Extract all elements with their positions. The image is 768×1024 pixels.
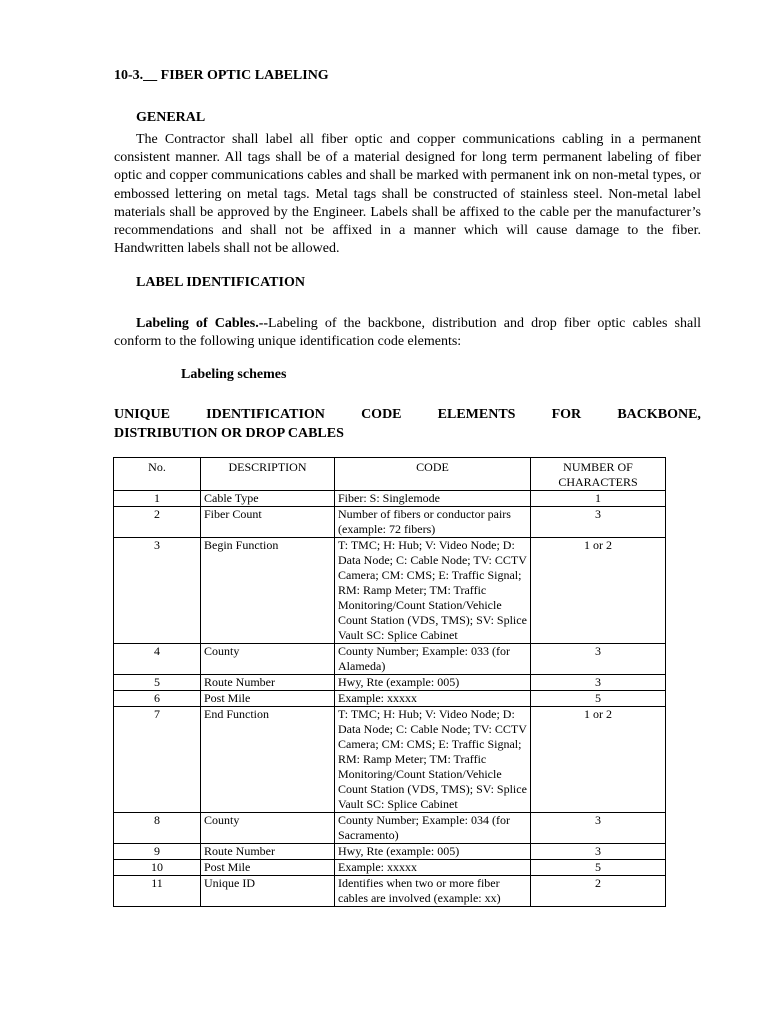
cell-description: Post Mile	[201, 860, 335, 876]
cell-number-of-characters: 3	[531, 675, 666, 691]
cell-code: Hwy, Rte (example: 005)	[335, 844, 531, 860]
cell-code: Example: xxxxx	[335, 860, 531, 876]
header-no: No.	[114, 458, 201, 491]
table-title-line2: DISTRIBUTION OR DROP CABLES	[114, 426, 344, 441]
cell-description: Unique ID	[201, 876, 335, 907]
table-title-word: ELEMENTS	[437, 407, 516, 422]
table-row	[114, 844, 666, 860]
cell-code: County Number; Example: 034 (for Sacramento)	[335, 813, 531, 844]
cell-no: 9	[114, 844, 201, 860]
cell-number-of-characters: 3	[531, 644, 666, 675]
table-title	[114, 405, 701, 443]
cell-number-of-characters: 2	[531, 876, 666, 907]
cell-description: Route Number	[201, 675, 335, 691]
cell-description: Post Mile	[201, 691, 335, 707]
cell-no: 1	[114, 491, 201, 507]
table-row	[114, 813, 666, 844]
table-header-row	[114, 458, 666, 491]
cell-no: 5	[114, 675, 201, 691]
table-row	[114, 860, 666, 876]
table-row	[114, 691, 666, 707]
cell-no: 10	[114, 860, 201, 876]
cell-number-of-characters: 5	[531, 860, 666, 876]
cell-description: Begin Function	[201, 538, 335, 644]
cell-code: T: TMC; H: Hub; V: Video Node; D: Data Node; C: Cable Node; TV: CCTV Camera; CM: CMS; E: Traffic Signal; RM: Ramp Meter; TM: Traffic Monitoring/Count Station/Vehicle Count Station (VDS, TMS); SV: Splice Vault SC: Splice Cabinet	[335, 707, 531, 813]
cell-description: End Function	[201, 707, 335, 813]
cell-code: County Number; Example: 033 (for Alameda)	[335, 644, 531, 675]
cell-description: Fiber Count	[201, 507, 335, 538]
cell-no: 3	[114, 538, 201, 644]
label-identification-heading: LABEL IDENTIFICATION	[136, 275, 305, 290]
cell-code: T: TMC; H: Hub; V: Video Node; D: Data Node; C: Cable Node; TV: CCTV Camera; CM: CMS; E: Traffic Signal; RM: Ramp Meter; TM: Traffic Monitoring/Count Station/Vehicle Count Station (VDS, TMS); SV: Splice Vault SC: Splice Cabinet	[335, 538, 531, 644]
labeling-cables-text: Labeling of the backbone, distribution and drop fiber optic cables shall conform to the following unique identification code elements:	[114, 316, 701, 350]
cell-number-of-characters: 3	[531, 844, 666, 860]
general-paragraph: The Contractor shall label all fiber optic and copper communications cabling in a permanent consistent manner. All tags shall be of a material designed for long term permanent labeling of fiber optic and copper communications cables and shall be marked with permanent ink on non-metal types, or embossed lettering on metal tags. Metal tags shall be constructed of stainless steel. Non-metal label materials shall be approved by the Engineer. Labels shall be affixed to the cable per the manufacturer’s recommendations and shall not be affixed in a manner which will cause damage to the fiber. Handwritten labels shall not be allowed.	[114, 132, 701, 257]
section-title: 10-3.__ FIBER OPTIC LABELING	[114, 68, 329, 83]
cell-number-of-characters: 3	[531, 507, 666, 538]
cell-code: Example: xxxxx	[335, 691, 531, 707]
header-code: CODE	[335, 458, 531, 491]
cell-description: County	[201, 813, 335, 844]
cell-no: 6	[114, 691, 201, 707]
table-title-word: UNIQUE	[114, 407, 171, 422]
general-heading: GENERAL	[136, 110, 206, 125]
table-row	[114, 491, 666, 507]
cell-no: 4	[114, 644, 201, 675]
code-elements-table	[113, 457, 666, 907]
cell-number-of-characters: 5	[531, 691, 666, 707]
cell-no: 11	[114, 876, 201, 907]
header-number-of-characters: NUMBER OF CHARACTERS	[531, 458, 666, 491]
table-row	[114, 876, 666, 907]
table-row	[114, 707, 666, 813]
labeling-cables-paragraph	[114, 315, 701, 351]
cell-code: Hwy, Rte (example: 005)	[335, 675, 531, 691]
table-title-line1	[114, 405, 701, 424]
table-row	[114, 538, 666, 644]
table-title-word: IDENTIFICATION	[206, 407, 325, 422]
labeling-schemes-heading: Labeling schemes	[181, 367, 287, 382]
table-body	[114, 491, 666, 907]
cell-number-of-characters: 1 or 2	[531, 707, 666, 813]
table-row	[114, 644, 666, 675]
cell-no: 8	[114, 813, 201, 844]
table-row	[114, 507, 666, 538]
header-description: DESCRIPTION	[201, 458, 335, 491]
cell-code: Identifies when two or more fiber cables are involved (example: xx)	[335, 876, 531, 907]
table-title-word: BACKBONE,	[617, 407, 701, 422]
table-row	[114, 675, 666, 691]
cell-code: Fiber: S: Singlemode	[335, 491, 531, 507]
labeling-cables-lead: Labeling of Cables.--	[136, 316, 269, 331]
cell-number-of-characters: 1 or 2	[531, 538, 666, 644]
table-title-word: CODE	[361, 407, 402, 422]
cell-number-of-characters: 3	[531, 813, 666, 844]
cell-description: Route Number	[201, 844, 335, 860]
cell-description: Cable Type	[201, 491, 335, 507]
cell-number-of-characters: 1	[531, 491, 666, 507]
cell-code: Number of fibers or conductor pairs (example: 72 fibers)	[335, 507, 531, 538]
table-title-word: FOR	[551, 407, 582, 422]
cell-no: 7	[114, 707, 201, 813]
cell-description: County	[201, 644, 335, 675]
cell-no: 2	[114, 507, 201, 538]
